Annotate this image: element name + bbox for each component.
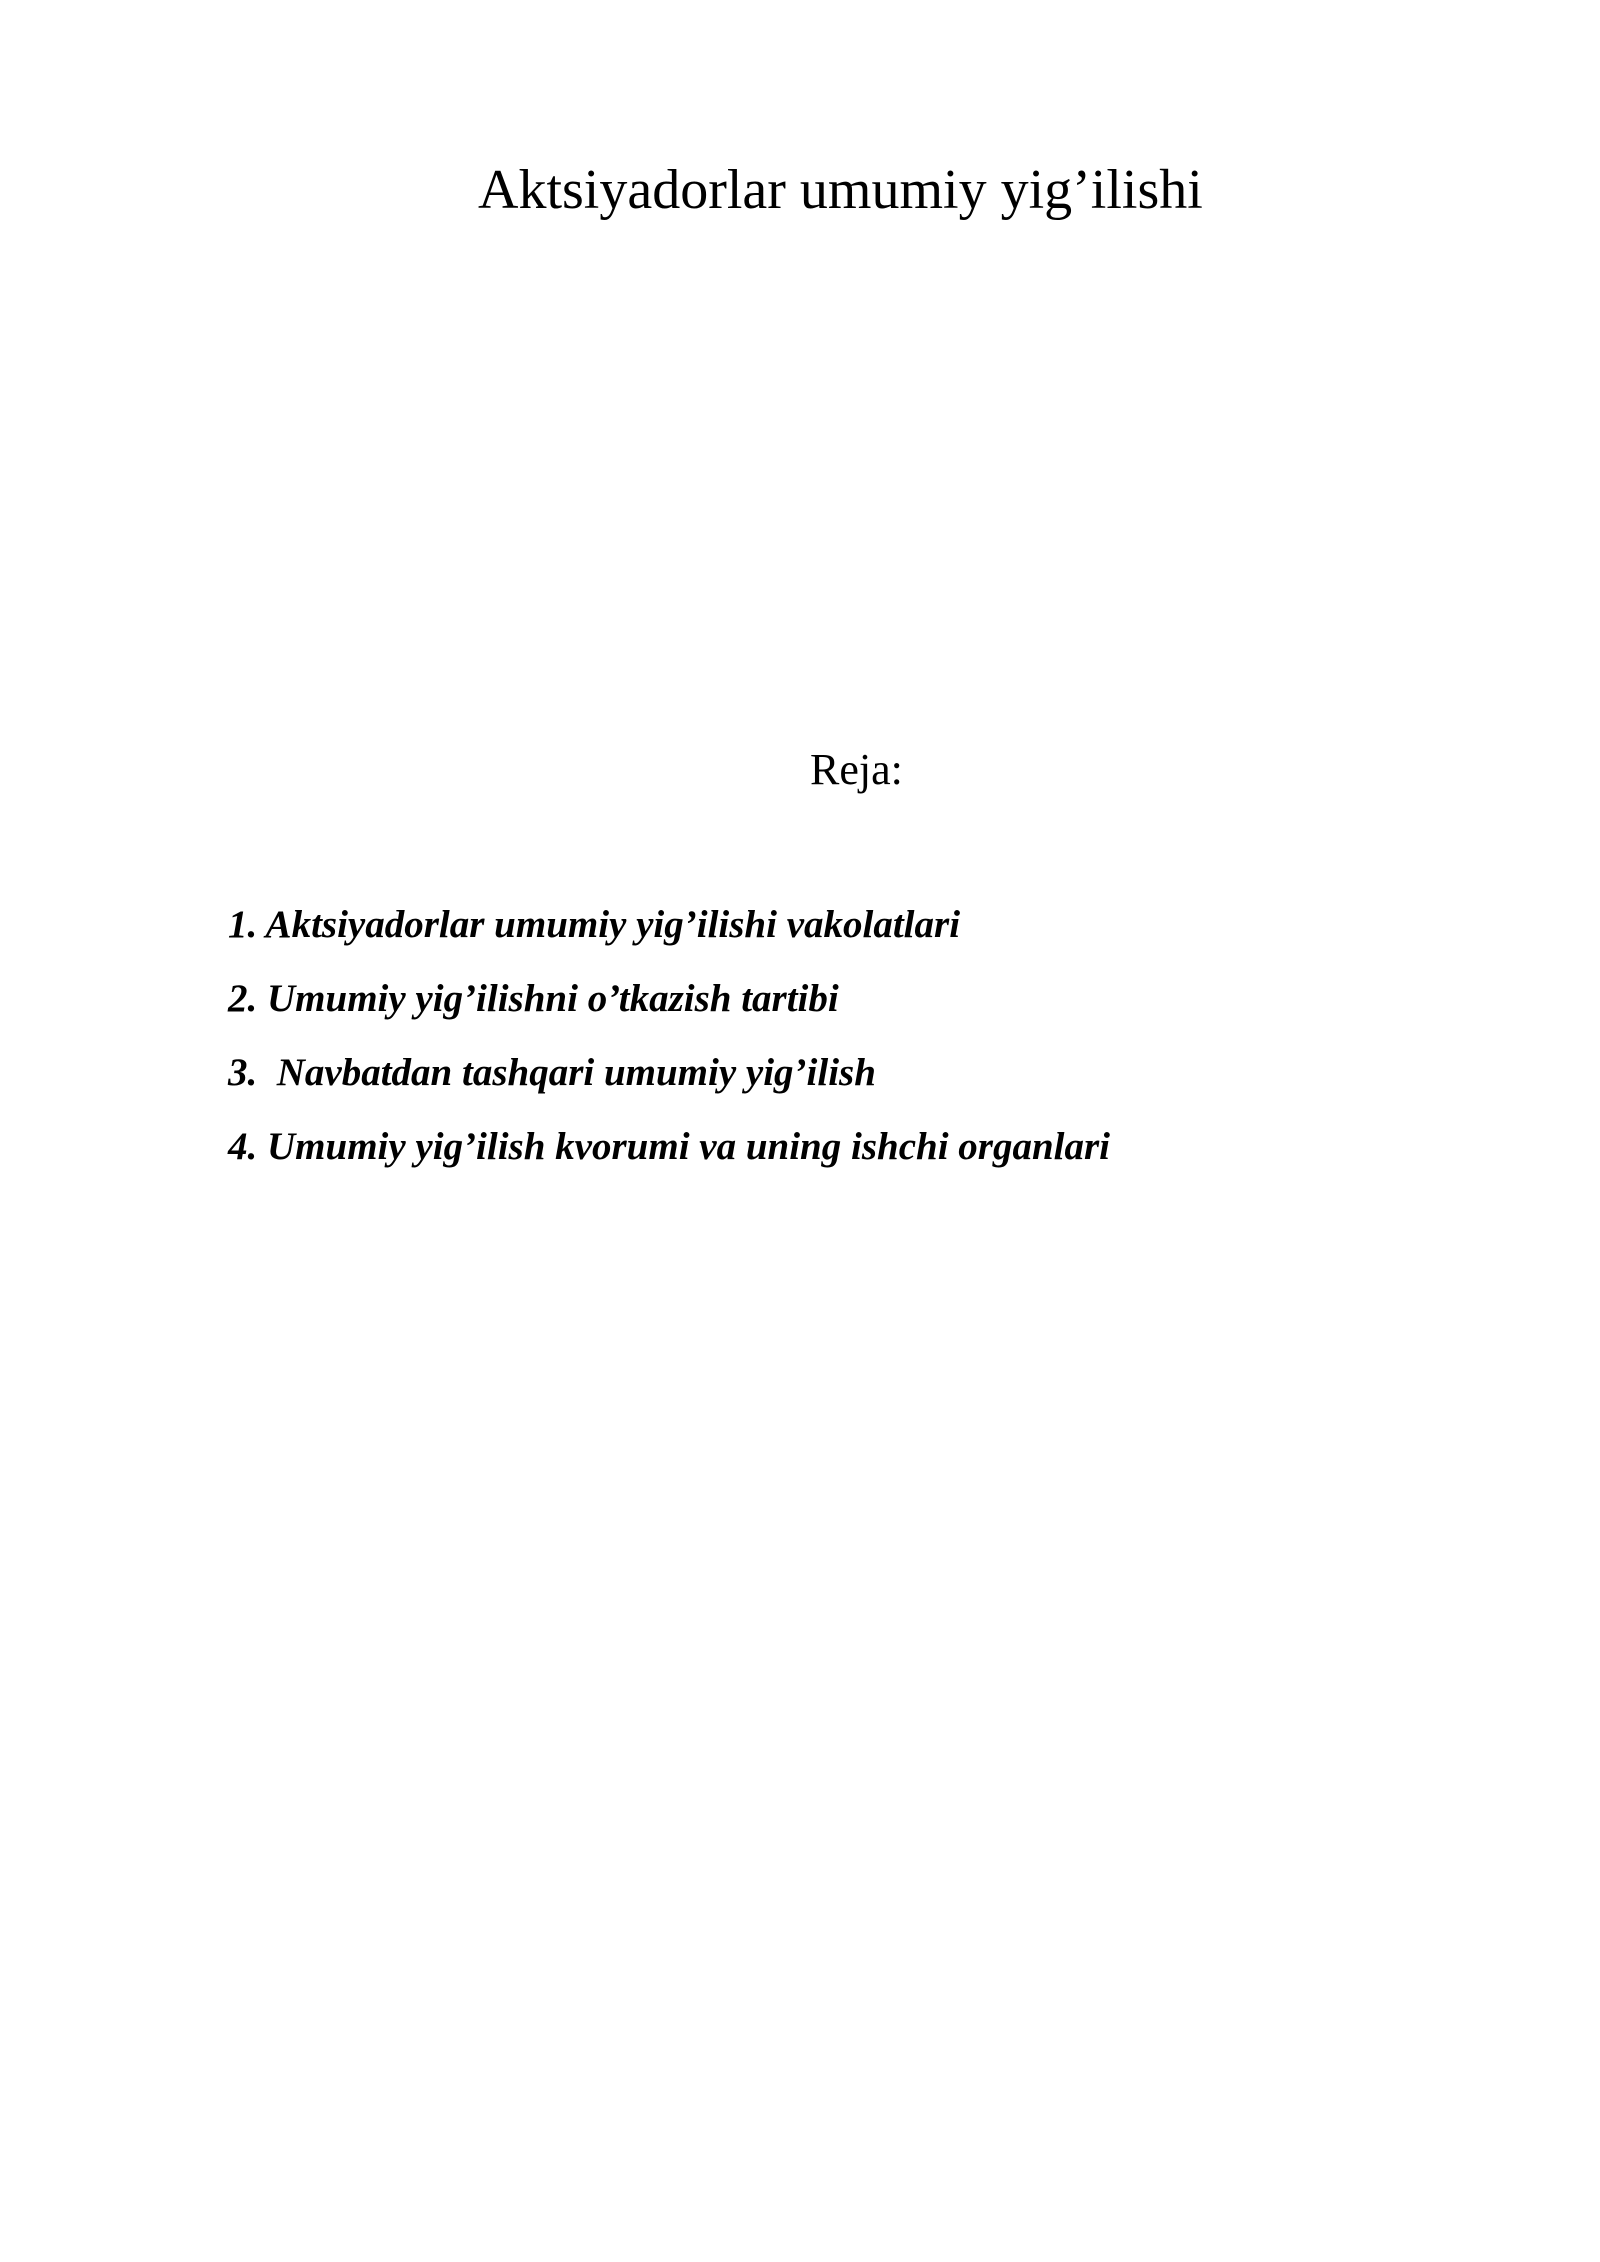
- document-title: Aktsiyadorlar umumiy yig’ilishi: [478, 159, 1203, 221]
- plan-list: [228, 888, 1110, 1184]
- plan-item-1: 1. Aktsiyadorlar umumiy yig’ilishi vakolatlari: [228, 903, 961, 946]
- plan-item-4: 4. Umumiy yig’ilish kvorumi va uning ishchi organlari: [228, 1125, 1110, 1168]
- plan-item-2: 2. Umumiy yig’ilishni o’tkazish tartibi: [228, 977, 839, 1020]
- plan-heading: Reja:: [810, 745, 903, 794]
- plan-item-3: 3. Navbatdan tashqari umumiy yig’ilish: [228, 1051, 876, 1094]
